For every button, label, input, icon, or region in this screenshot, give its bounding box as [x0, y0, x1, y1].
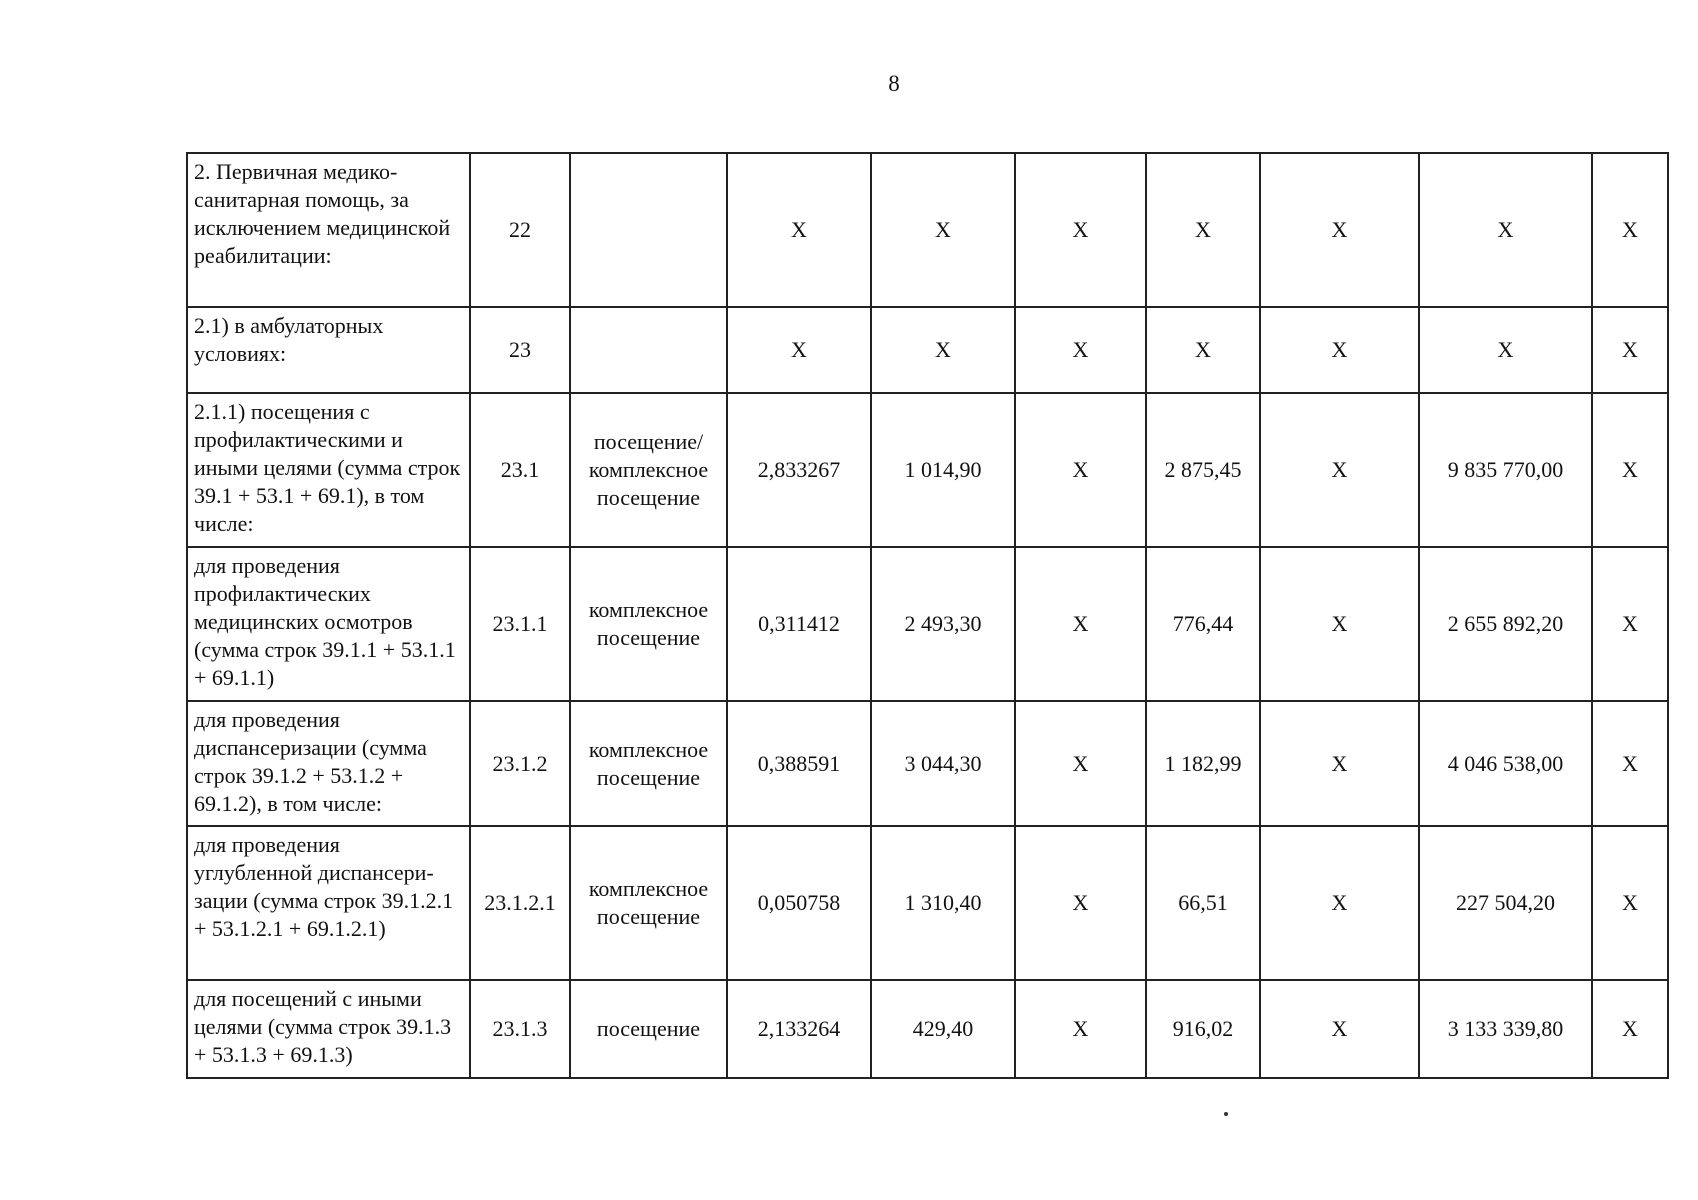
value-cell: X	[1015, 393, 1146, 547]
page-number: 8	[888, 71, 900, 96]
value-cell: X	[1146, 153, 1260, 307]
value-cell: X	[727, 307, 871, 393]
row-number-cell: 23.1.1	[470, 547, 570, 701]
value-cell: 0,050758	[727, 826, 871, 980]
value-cell: X	[1260, 307, 1419, 393]
table-row	[187, 980, 1668, 1078]
row-name-cell: для проведения углубленной диспансери-зации (сумма строк 39.1.2.1 + 53.1.2.1 + 69.1.2.1)	[187, 826, 470, 980]
value-cell: X	[1260, 153, 1419, 307]
value-cell: 0,388591	[727, 701, 871, 826]
table-row	[187, 307, 1668, 393]
value-cell: 4 046 538,00	[1419, 701, 1592, 826]
value-cell: X	[1015, 701, 1146, 826]
value-cell: X	[1260, 547, 1419, 701]
row-name-cell: для проведения профилактических медицинских осмотров (сумма строк 39.1.1 + 53.1.1 + 69.1.1)	[187, 547, 470, 701]
financing-table	[186, 152, 1669, 1079]
row-name-cell: 2.1) в амбулаторных условиях:	[187, 307, 470, 393]
value-cell: X	[1260, 980, 1419, 1078]
value-cell: X	[1592, 701, 1668, 826]
value-cell: X	[1260, 701, 1419, 826]
value-cell: X	[1015, 547, 1146, 701]
value-cell: X	[1015, 826, 1146, 980]
value-cell: 3 133 339,80	[1419, 980, 1592, 1078]
value-cell: X	[1260, 393, 1419, 547]
row-name-cell: 2.1.1) посещения с профилактическими и иными целями (сумма строк 39.1 + 53.1 + 69.1), в том числе:	[187, 393, 470, 547]
value-cell: 66,51	[1146, 826, 1260, 980]
row-number-cell: 23	[470, 307, 570, 393]
value-cell: X	[1015, 980, 1146, 1078]
value-cell: 2,833267	[727, 393, 871, 547]
value-cell: 227 504,20	[1419, 826, 1592, 980]
table-row	[187, 826, 1668, 980]
value-cell: 0,311412	[727, 547, 871, 701]
value-cell: X	[1592, 153, 1668, 307]
table-row	[187, 393, 1668, 547]
unit-cell: посещение	[570, 980, 727, 1078]
unit-cell	[570, 153, 727, 307]
value-cell: 2 655 892,20	[1419, 547, 1592, 701]
value-cell: 916,02	[1146, 980, 1260, 1078]
value-cell: X	[1592, 393, 1668, 547]
row-number-cell: 23.1.3	[470, 980, 570, 1078]
scan-speck	[1224, 1112, 1228, 1116]
row-number-cell: 23.1.2	[470, 701, 570, 826]
value-cell: X	[1015, 307, 1146, 393]
row-number-cell: 22	[470, 153, 570, 307]
value-cell: 1 182,99	[1146, 701, 1260, 826]
value-cell: X	[1260, 826, 1419, 980]
value-cell: X	[1592, 307, 1668, 393]
row-number-cell: 23.1.2.1	[470, 826, 570, 980]
unit-cell: комплексное посещение	[570, 826, 727, 980]
value-cell: X	[871, 307, 1015, 393]
unit-cell: посещение/ комплексное посещение	[570, 393, 727, 547]
value-cell: 9 835 770,00	[1419, 393, 1592, 547]
value-cell: X	[727, 153, 871, 307]
table-row	[187, 701, 1668, 826]
value-cell: X	[1592, 826, 1668, 980]
value-cell: 776,44	[1146, 547, 1260, 701]
value-cell: X	[1015, 153, 1146, 307]
unit-cell: комплексное посещение	[570, 701, 727, 826]
value-cell: X	[1419, 307, 1592, 393]
table-row	[187, 547, 1668, 701]
unit-cell: комплексное посещение	[570, 547, 727, 701]
value-cell: 2,133264	[727, 980, 871, 1078]
value-cell: 1 310,40	[871, 826, 1015, 980]
table-row	[187, 153, 1668, 307]
row-name-cell: для посещений с иными целями (сумма строк 39.1.3 + 53.1.3 + 69.1.3)	[187, 980, 470, 1078]
value-cell: 2 493,30	[871, 547, 1015, 701]
row-name-cell: 2. Первичная медико-санитарная помощь, за исключением медицинской реабилитации:	[187, 153, 470, 307]
value-cell: 3 044,30	[871, 701, 1015, 826]
row-number-cell: 23.1	[470, 393, 570, 547]
value-cell: X	[1592, 547, 1668, 701]
value-cell: X	[1146, 307, 1260, 393]
value-cell: 429,40	[871, 980, 1015, 1078]
unit-cell	[570, 307, 727, 393]
value-cell: X	[871, 153, 1015, 307]
value-cell: 1 014,90	[871, 393, 1015, 547]
value-cell: X	[1592, 980, 1668, 1078]
value-cell: X	[1419, 153, 1592, 307]
value-cell: 2 875,45	[1146, 393, 1260, 547]
row-name-cell: для проведения диспансеризации (сумма строк 39.1.2 + 53.1.2 + 69.1.2), в том числе:	[187, 701, 470, 826]
